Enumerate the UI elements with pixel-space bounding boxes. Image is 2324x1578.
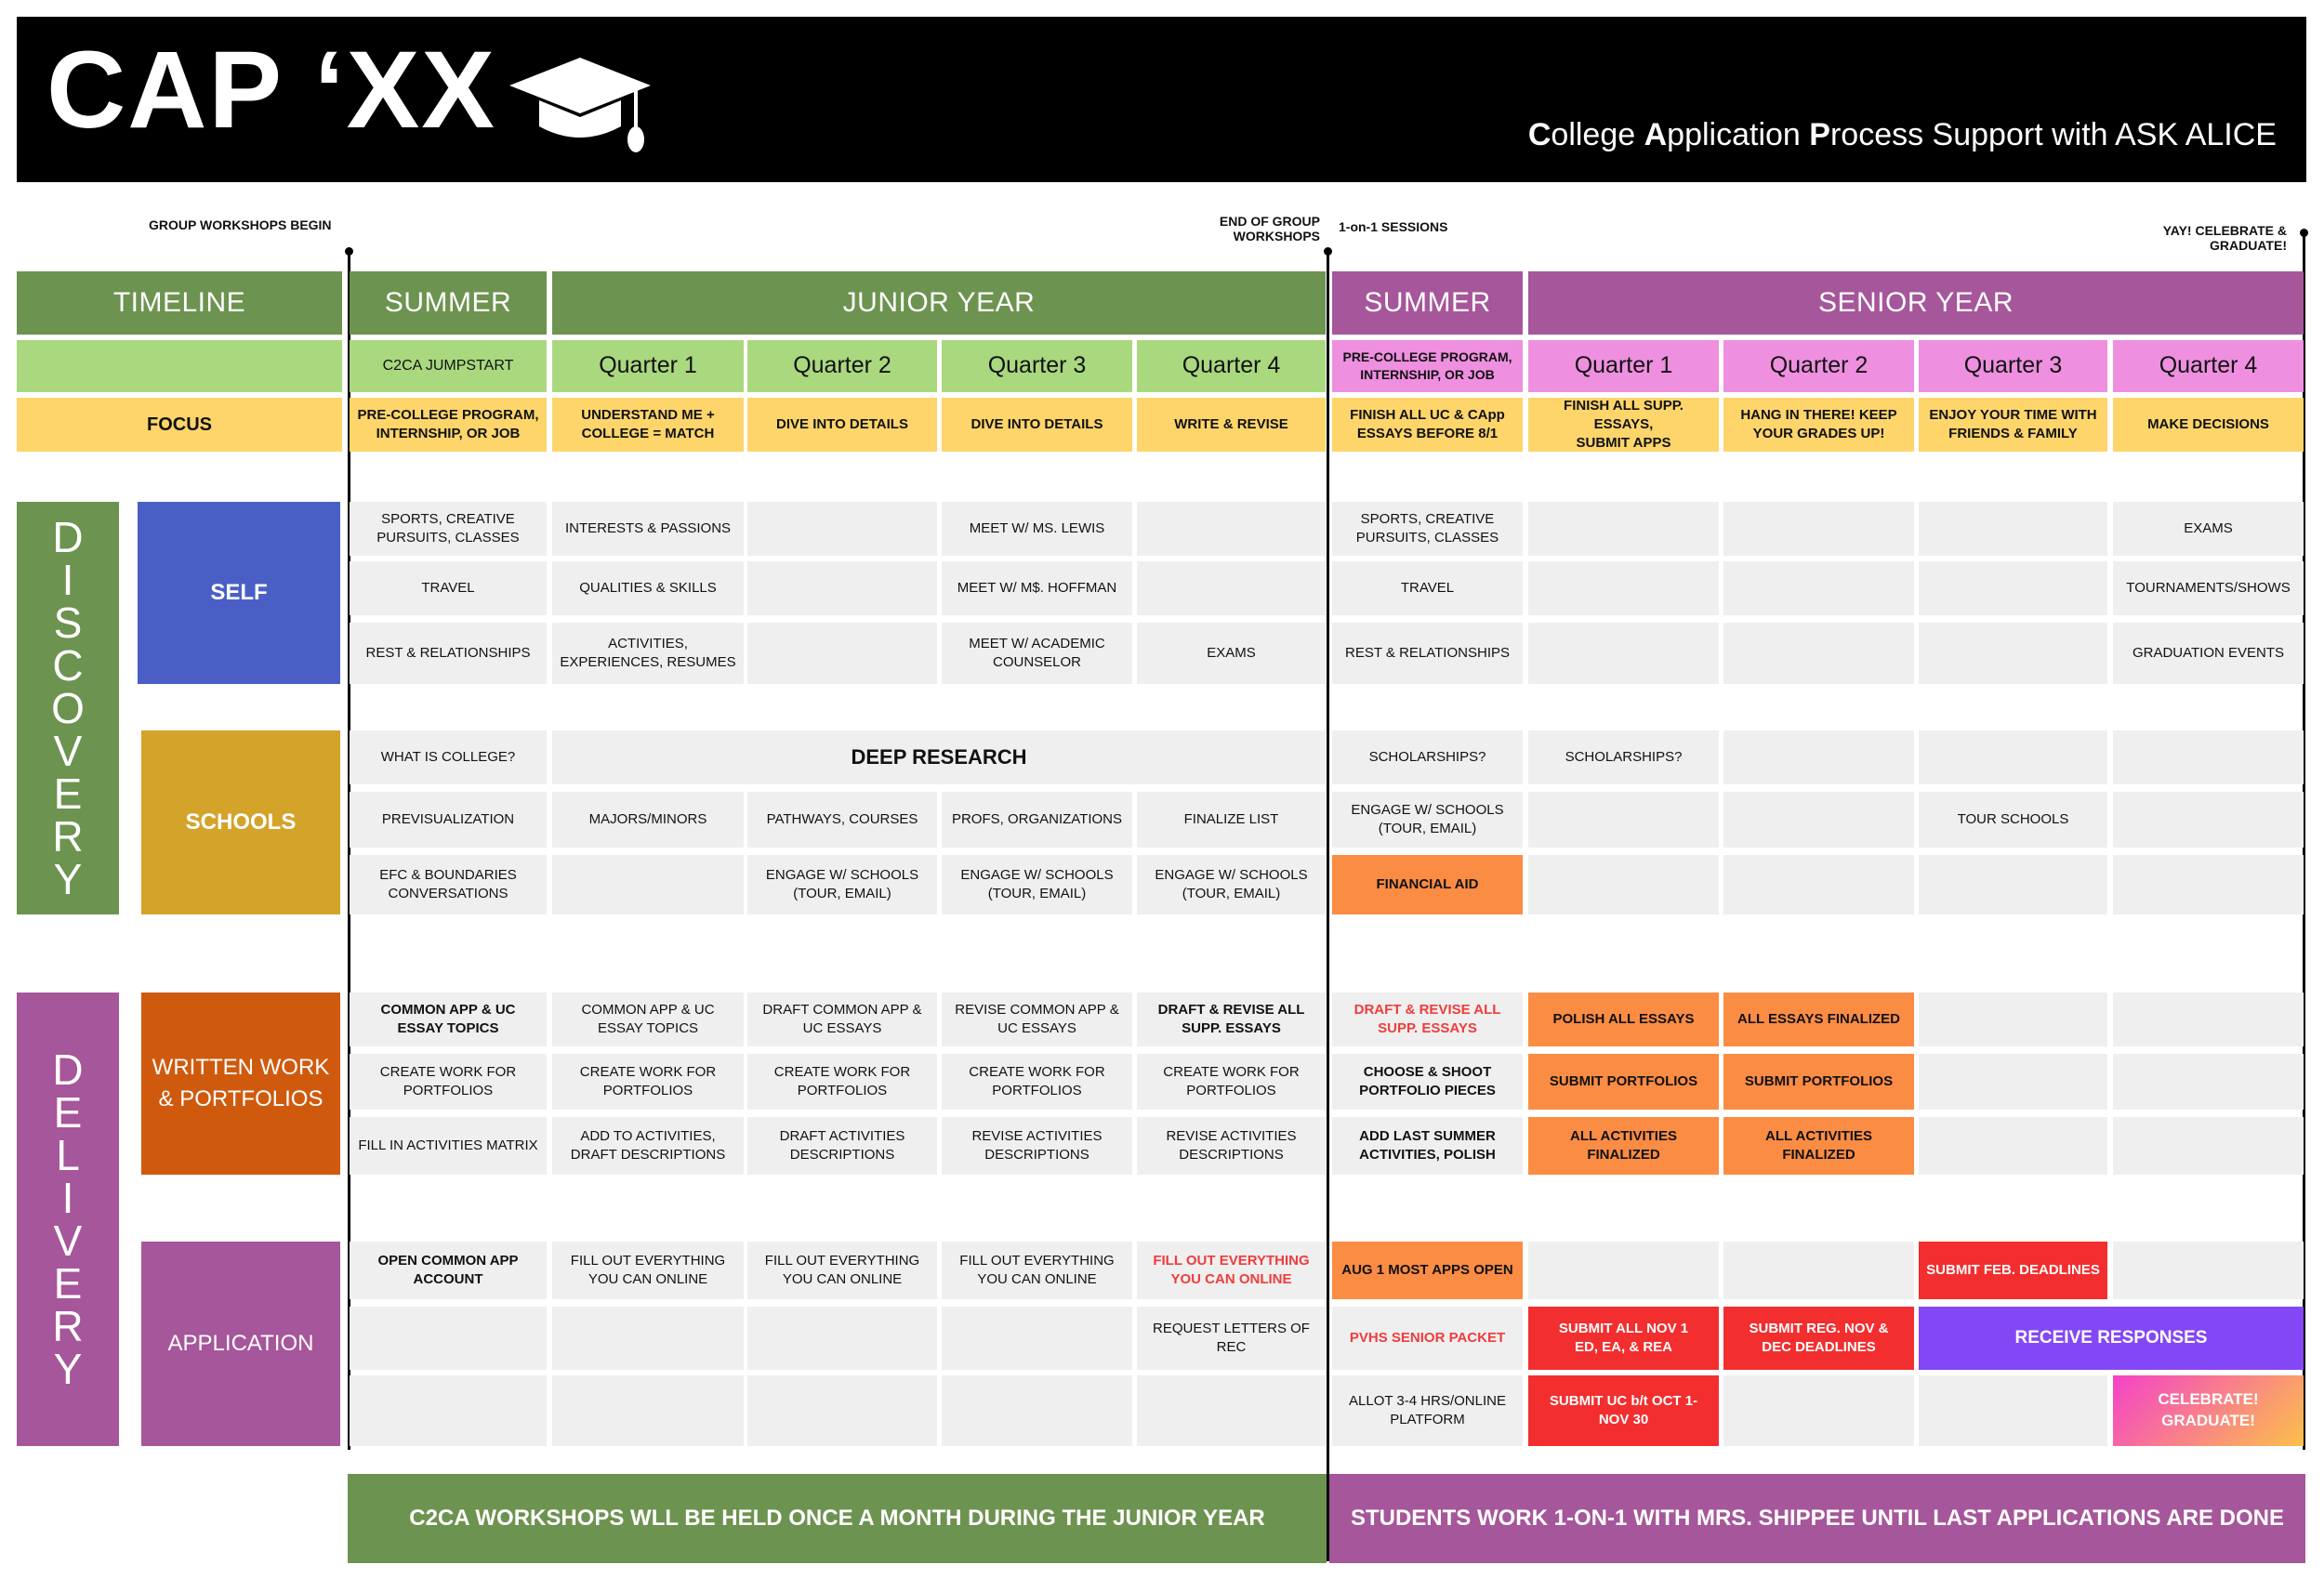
quarter-senior-1: Quarter 1 [1528, 340, 1719, 392]
grid-cell [2113, 1242, 2304, 1299]
grid-cell: PATHWAYS, COURSES [747, 792, 937, 848]
grid-cell: MEET W/ MS. LEWIS [942, 502, 1132, 556]
deep-research-cell: DEEP RESEARCH [552, 730, 1326, 784]
grid-cell [1919, 1117, 2107, 1175]
grid-cell: CHOOSE & SHOOT PORTFOLIO PIECES [1332, 1054, 1523, 1110]
grid-cell [1137, 561, 1326, 615]
grid-cell: MAJORS/MINORS [552, 792, 744, 848]
section-letter: D [52, 1045, 84, 1094]
grid-cell: COMMON APP & UC ESSAY TOPICS [552, 993, 744, 1046]
grid-cell: ENGAGE W/ SCHOOLS (TOUR, EMAIL) [747, 855, 937, 914]
grid-cell [1528, 502, 1719, 556]
grid-cell: ENGAGE W/ SCHOOLS (TOUR, EMAIL) [1137, 855, 1326, 914]
grid-cell [1919, 1375, 2107, 1446]
grid-cell: SUBMIT PORTFOLIOS [1723, 1054, 1914, 1110]
grid-cell [552, 1375, 744, 1446]
category-schools: SCHOOLS [141, 730, 340, 914]
header-junior-year: JUNIOR YEAR [552, 271, 1326, 335]
grid-cell [1919, 561, 2107, 615]
grid-cell: REST & RELATIONSHIPS [1332, 623, 1523, 684]
grid-cell [1723, 623, 1914, 684]
grid-cell: FILL OUT EVERYTHING YOU CAN ONLINE [942, 1242, 1132, 1299]
grid-cell [747, 623, 937, 684]
grid-cell: QUALITIES & SKILLS [552, 561, 744, 615]
grid-cell [747, 1307, 937, 1370]
grid-cell: WHAT IS COLLEGE? [350, 730, 547, 784]
grid-cell [1919, 1054, 2107, 1110]
grid-cell: ENGAGE W/ SCHOOLS (TOUR, EMAIL) [1332, 792, 1523, 848]
grid-cell [350, 1375, 547, 1446]
grid-cell: FINALIZE LIST [1137, 792, 1326, 848]
grid-cell: CREATE WORK FOR PORTFOLIOS [942, 1054, 1132, 1110]
banner-workshops: C2CA WORKSHOPS WLL BE HELD ONCE A MONTH DURING THE JUNIOR YEAR [348, 1474, 1327, 1563]
grid-cell: REQUEST LETTERS OF REC [1137, 1307, 1326, 1370]
grid-cell: EXAMS [1137, 623, 1326, 684]
grid-cell: ADD LAST SUMMER ACTIVITIES, POLISH [1332, 1117, 1523, 1175]
section-letter: E [53, 1088, 83, 1137]
grid-cell: CREATE WORK FOR PORTFOLIOS [747, 1054, 937, 1110]
grid-cell: SUBMIT REG. NOV & DEC DEADLINES [1723, 1307, 1914, 1370]
section-letter: Y [53, 855, 83, 903]
focus-cell: MAKE DECISIONS [2113, 398, 2304, 452]
marker-group-workshops-begin: GROUP WORKSHOPS BEGIN [149, 217, 332, 232]
header-summer-1: SUMMER [350, 271, 547, 335]
grid-cell [1528, 855, 1719, 914]
grid-cell: PVHS SENIOR PACKET [1332, 1307, 1523, 1370]
grid-cell: POLISH ALL ESSAYS [1528, 993, 1719, 1046]
grid-cell [1723, 730, 1914, 784]
focus-cell: DIVE INTO DETAILS [942, 398, 1132, 452]
receive-responses-cell: RECEIVE RESPONSES [1919, 1307, 2304, 1370]
grid-cell: ALL ESSAYS FINALIZED [1723, 993, 1914, 1046]
focus-cell: FINISH ALL SUPP. ESSAYS, SUBMIT APPS [1528, 398, 1719, 452]
grid-cell: SCHOLARSHIPS? [1528, 730, 1719, 784]
grid-cell [1919, 993, 2107, 1046]
grid-cell [1528, 1242, 1719, 1299]
quarter-senior-4: Quarter 4 [2113, 340, 2304, 392]
page-subtitle: College Application Process Support with ASK ALICE [1527, 117, 2277, 152]
grid-cell [552, 1307, 744, 1370]
section-letter: C [52, 641, 84, 690]
grid-cell: FILL OUT EVERYTHING YOU CAN ONLINE [552, 1242, 744, 1299]
section-letter: O [51, 684, 85, 732]
focus-cell: ENJOY YOUR TIME WITH FRIENDS & FAMILY [1919, 398, 2107, 452]
grid-cell [1723, 561, 1914, 615]
grid-cell: DRAFT COMMON APP & UC ESSAYS [747, 993, 937, 1046]
grid-cell [2113, 1054, 2304, 1110]
grid-cell [1919, 502, 2107, 556]
grid-cell [1723, 792, 1914, 848]
grid-cell: FINANCIAL AID [1332, 855, 1523, 914]
grid-cell: CREATE WORK FOR PORTFOLIOS [350, 1054, 547, 1110]
section-letter: V [53, 727, 83, 775]
grid-cell: INTERESTS & PASSIONS [552, 502, 744, 556]
grid-cell: SUBMIT PORTFOLIOS [1528, 1054, 1719, 1110]
grid-cell: TRAVEL [350, 561, 547, 615]
grid-cell [2113, 1117, 2304, 1175]
grid-cell: DRAFT & REVISE ALL SUPP. ESSAYS [1332, 993, 1523, 1046]
section-letter: I [61, 1174, 74, 1222]
page-title: CAP ‘XX [46, 29, 496, 151]
grid-cell [350, 1307, 547, 1370]
header-senior-year: SENIOR YEAR [1528, 271, 2304, 335]
grid-cell [1723, 1375, 1914, 1446]
category-self: SELF [138, 502, 340, 684]
grid-cell: FILL OUT EVERYTHING YOU CAN ONLINE [747, 1242, 937, 1299]
section-letter: V [53, 1216, 83, 1265]
grid-cell: ALL ACTIVITIES FINALIZED [1528, 1117, 1719, 1175]
grid-cell: REVISE ACTIVITIES DESCRIPTIONS [942, 1117, 1132, 1175]
grid-cell: COMMON APP & UC ESSAY TOPICS [350, 993, 547, 1046]
grid-cell: GRADUATION EVENTS [2113, 623, 2304, 684]
section-letter: E [53, 769, 83, 818]
grid-cell: ENGAGE W/ SCHOOLS (TOUR, EMAIL) [942, 855, 1132, 914]
quarter-junior-3: Quarter 3 [942, 340, 1132, 392]
grid-cell [1919, 730, 2107, 784]
grid-cell [747, 561, 937, 615]
marker-end-group-workshops: END OF GROUP WORKSHOPS [1219, 214, 1320, 243]
focus-label: FOCUS [17, 398, 342, 452]
timeline-line-mid [1327, 251, 1329, 1561]
grid-cell [1723, 1242, 1914, 1299]
grid-cell [1528, 623, 1719, 684]
quarter-junior-4: Quarter 4 [1137, 340, 1326, 392]
grid-cell: TRAVEL [1332, 561, 1523, 615]
grid-cell [1137, 1375, 1326, 1446]
grid-cell [1137, 502, 1326, 556]
grid-cell: SUBMIT FEB. DEADLINES [1919, 1242, 2107, 1299]
section-letter: D [52, 513, 84, 561]
grid-cell [2113, 855, 2304, 914]
category-application: APPLICATION [141, 1242, 340, 1446]
quarter-blank [17, 340, 342, 392]
header-summer-2: SUMMER [1332, 271, 1523, 335]
grid-cell: MEET W/ ACADEMIC COUNSELOR [942, 623, 1132, 684]
banner-one-on-one: STUDENTS WORK 1-ON-1 WITH MRS. SHIPPEE UNTIL LAST APPLICATIONS ARE DONE [1329, 1474, 2305, 1563]
marker-celebrate: YAY! CELEBRATE & GRADUATE! [2162, 223, 2287, 253]
grid-cell: ALL ACTIVITIES FINALIZED [1723, 1117, 1914, 1175]
grid-cell [1528, 792, 1719, 848]
quarter-junior-1: Quarter 1 [552, 340, 744, 392]
grid-cell [747, 502, 937, 556]
header-timeline: TIMELINE [17, 271, 342, 335]
grid-cell [2113, 993, 2304, 1046]
graduation-cap-icon [506, 52, 654, 162]
focus-cell: WRITE & REVISE [1137, 398, 1326, 452]
grid-cell [747, 1375, 937, 1446]
section-letter: R [52, 1302, 84, 1350]
header-bar [17, 17, 2306, 182]
section-discovery [17, 502, 119, 914]
grid-cell [942, 1375, 1132, 1446]
grid-cell [1919, 855, 2107, 914]
quarter-precollege: PRE-COLLEGE PROGRAM, INTERNSHIP, OR JOB [1332, 340, 1523, 392]
grid-cell: SUBMIT ALL NOV 1 ED, EA, & REA [1528, 1307, 1719, 1370]
grid-cell [1919, 623, 2107, 684]
section-letter: I [61, 556, 74, 604]
quarter-c2ca: C2CA JUMPSTART [350, 340, 547, 392]
grid-cell: FILL OUT EVERYTHING YOU CAN ONLINE [1137, 1242, 1326, 1299]
focus-cell: PRE-COLLEGE PROGRAM, INTERNSHIP, OR JOB [350, 398, 547, 452]
grid-cell: OPEN COMMON APP ACCOUNT [350, 1242, 547, 1299]
grid-cell: SPORTS, CREATIVE PURSUITS, CLASSES [350, 502, 547, 556]
focus-cell: HANG IN THERE! KEEP YOUR GRADES UP! [1723, 398, 1914, 452]
grid-cell: TOURNAMENTS/SHOWS [2113, 561, 2304, 615]
grid-cell: SUBMIT UC b/t OCT 1- NOV 30 [1528, 1375, 1719, 1446]
focus-cell: DIVE INTO DETAILS [747, 398, 937, 452]
grid-cell: ADD TO ACTIVITIES, DRAFT DESCRIPTIONS [552, 1117, 744, 1175]
grid-cell [1528, 561, 1719, 615]
grid-cell: DRAFT ACTIVITIES DESCRIPTIONS [747, 1117, 937, 1175]
grid-cell [942, 1307, 1132, 1370]
focus-cell: UNDERSTAND ME + COLLEGE = MATCH [552, 398, 744, 452]
marker-one-on-one: 1-on-1 SESSIONS [1339, 219, 1448, 234]
grid-cell [2113, 730, 2304, 784]
quarter-junior-2: Quarter 2 [747, 340, 937, 392]
grid-cell: SPORTS, CREATIVE PURSUITS, CLASSES [1332, 502, 1523, 556]
grid-cell: FILL IN ACTIVITIES MATRIX [350, 1117, 547, 1175]
grid-cell: MEET W/ M$. HOFFMAN [942, 561, 1132, 615]
grid-cell: TOUR SCHOOLS [1919, 792, 2107, 848]
grid-cell [1723, 502, 1914, 556]
grid-cell [552, 855, 744, 914]
section-letter: E [53, 1259, 83, 1308]
grid-cell: SCHOLARSHIPS? [1332, 730, 1523, 784]
grid-cell: CREATE WORK FOR PORTFOLIOS [1137, 1054, 1326, 1110]
grid-cell [1723, 855, 1914, 914]
section-letter: S [53, 598, 83, 647]
grid-cell: REST & RELATIONSHIPS [350, 623, 547, 684]
category-written-work: WRITTEN WORK & PORTFOLIOS [141, 993, 340, 1175]
grid-cell: CELEBRATE! GRADUATE! [2113, 1375, 2304, 1446]
grid-cell: ALLOT 3-4 HRS/ONLINE PLATFORM [1332, 1375, 1523, 1446]
quarter-senior-2: Quarter 2 [1723, 340, 1914, 392]
grid-cell: CREATE WORK FOR PORTFOLIOS [552, 1054, 744, 1110]
grid-cell: ACTIVITIES, EXPERIENCES, RESUMES [552, 623, 744, 684]
grid-cell: PREVISUALIZATION [350, 792, 547, 848]
grid-cell: REVISE ACTIVITIES DESCRIPTIONS [1137, 1117, 1326, 1175]
section-letter: Y [53, 1345, 83, 1393]
grid-cell: AUG 1 MOST APPS OPEN [1332, 1242, 1523, 1299]
section-letter: L [56, 1131, 80, 1179]
focus-cell: FINISH ALL UC & CApp ESSAYS BEFORE 8/1 [1332, 398, 1523, 452]
quarter-senior-3: Quarter 3 [1919, 340, 2107, 392]
grid-cell: EFC & BOUNDARIES CONVERSATIONS [350, 855, 547, 914]
grid-cell: DRAFT & REVISE ALL SUPP. ESSAYS [1137, 993, 1326, 1046]
grid-cell [2113, 792, 2304, 848]
grid-cell: REVISE COMMON APP & UC ESSAYS [942, 993, 1132, 1046]
grid-cell: PROFS, ORGANIZATIONS [942, 792, 1132, 848]
section-letter: R [52, 812, 84, 861]
grid-cell: EXAMS [2113, 502, 2304, 556]
section-delivery [17, 993, 119, 1446]
